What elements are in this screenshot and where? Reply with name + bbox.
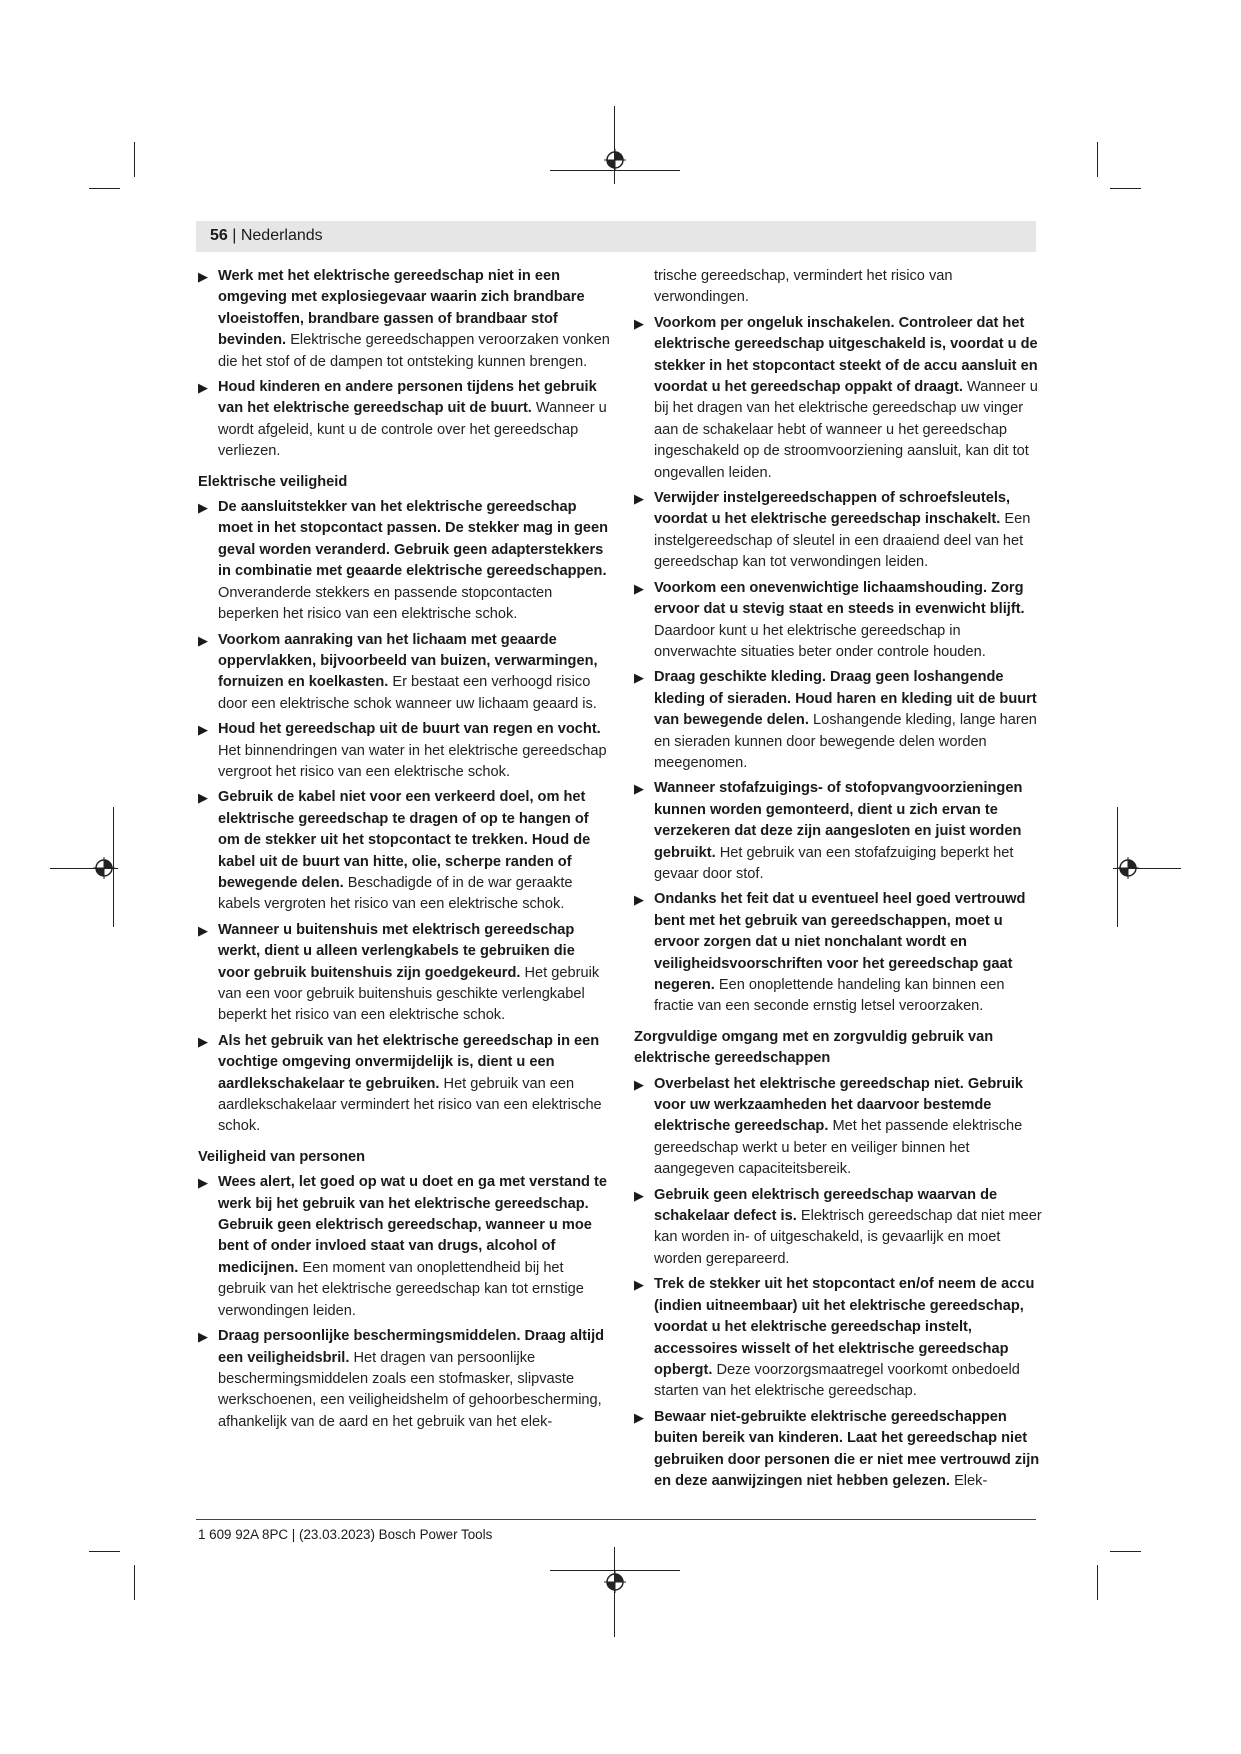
registration-mark-icon [604, 1571, 626, 1593]
safety-instruction [634, 313, 1046, 484]
continued-paragraph [634, 266, 1046, 309]
triangle-bullet-icon: ▶ [634, 491, 644, 507]
safety-instruction [198, 1031, 610, 1138]
instruction-bold: Voorkom per ongeluk inschakelen. Controleer dat het elektrische gereedschap uitgeschakeld is, voordat u de stekker in het stopcontact steekt of de accu aansluit en voordat u het gereedschap oppakt of draagt. [654, 314, 1038, 396]
instruction-bold: Als het gebruik van het elektrische gereedschap in een vochtige omgeving onvermijdelijk is, dient u een aardlekschakelaar te gebruiken. [218, 1032, 600, 1092]
instruction-bold: Gebruik geen elektrisch gereedschap waarvan de schakelaar defect is. [654, 1186, 998, 1225]
instruction-text: Daardoor kunt u het elektrische gereedschap in onverwachte situaties beter onder controle houden. [654, 622, 986, 660]
right-column [634, 266, 1046, 1496]
crop-mark [134, 1565, 135, 1600]
instruction-bold: Draag geschikte kleding. Draag geen loshangende kleding of sieraden. Houd haren en kleding uit de buurt van bewegende delen. [654, 669, 1037, 729]
triangle-bullet-icon: ▶ [634, 1076, 644, 1092]
page-footer: 1 609 92A 8PC | (23.03.2023) Bosch Power Tools [198, 1527, 493, 1542]
instruction-text: Elektrisch gereedschap dat niet meer kan worden in- of uitgeschakeld, is gevaarlijk en moet worden gerepareerd. [654, 1208, 1042, 1267]
footer-divider [196, 1519, 1036, 1520]
instruction-bold: Voorkom een onevenwichtige lichaamshouding. Zorg ervoor dat u stevig staat en steeds in evenwicht blijft. [654, 579, 1025, 618]
safety-instruction [198, 920, 610, 1027]
triangle-bullet-icon: ▶ [198, 632, 208, 648]
instruction-text: Het gebruik van een aardlekschakelaar vermindert het risico van een elektrische schok. [218, 1075, 602, 1135]
triangle-bullet-icon: ▶ [634, 781, 644, 797]
instruction-text: Er bestaat een verhoogd risico door een elektrische schok wanneer uw lichaam geaard is. [218, 674, 597, 712]
safety-instruction [198, 1326, 610, 1433]
instruction-bold: Wanneer u buitenshuis met elektrisch gereedschap werkt, dient u alleen verlengkabels te gebruiken die voor gebruik buitenshuis zijn goedgekeurd. [218, 921, 575, 981]
page-number: 56 [210, 227, 228, 244]
instruction-text: Onveranderde stekkers en passende stopcontacten beperken het risico van een elektrische schok. [218, 584, 553, 623]
crop-mark [1097, 142, 1098, 177]
triangle-bullet-icon: ▶ [198, 922, 208, 938]
triangle-bullet-icon: ▶ [634, 892, 644, 908]
triangle-bullet-icon: ▶ [198, 722, 208, 738]
instruction-text: Met het passende elektrische gereedschap werkt u beter en veiliger binnen het aangegeven capaciteitsbereik. [654, 1118, 1023, 1178]
safety-instruction [634, 1407, 1046, 1493]
section-heading: Elektrische veiligheid [198, 473, 348, 490]
safety-instruction [634, 667, 1046, 774]
crop-mark [1097, 1565, 1098, 1600]
instruction-text: Een moment van onoplettendheid bij het gebruik van het elektrische gereedschap kan tot ernstige verwondingen leiden. [218, 1259, 584, 1319]
safety-instruction [634, 1185, 1046, 1271]
safety-instruction [198, 719, 610, 783]
crop-mark [89, 1551, 120, 1552]
safety-instruction [198, 266, 610, 373]
triangle-bullet-icon: ▶ [634, 670, 644, 686]
instruction-text: Het gebruik van een voor gebruik buitenshuis geschikte verlengkabel beperkt het risico van een elektrische schok. [218, 964, 600, 1024]
instruction-bold: Ondanks het feit dat u eventueel heel goed vertrouwd bent met het gebruik van gereedschappen, moet u ervoor zorgen dat u niet nonchalant wordt en veiligheidsvoorschriften voor het gereedschap gaat negeren. [654, 891, 1026, 993]
crop-mark [89, 188, 120, 189]
instruction-bold: Wanneer stofafzuigings- of stofopvangvoorzieningen kunnen worden gemonteerd, dient u zich ervan te verzekeren dat deze zijn aangesloten en juist worden gebruikt. [654, 780, 1023, 861]
crop-mark [1110, 188, 1141, 189]
safety-instruction [198, 377, 610, 463]
instruction-text: Wanneer u bij het dragen van het elektrische gereedschap uw vinger aan de schakelaar hebt of wanneer u het gereedschap ingeschakeld op de stroomvoorziening aansluit, kan dit tot ongevallen leiden. [654, 379, 1038, 481]
registration-line [614, 106, 615, 184]
triangle-bullet-icon: ▶ [198, 380, 208, 396]
instruction-text: Deze voorzorgsmaatregel voorkomt onbedoeld starten van het elektrische gereedschap. [654, 1361, 1020, 1400]
safety-instruction [198, 1172, 610, 1322]
safety-instruction [634, 488, 1046, 574]
instruction-text: Een instelgereedschap of sleutel in een draaiend deel van het gereedschap kan tot verwondingen leiden. [654, 511, 1031, 571]
instruction-text: Een onoplettende handeling kan binnen een fractie van een seconde ernstig letsel veroorzaken. [654, 977, 1005, 1015]
instruction-text: Het dragen van persoonlijke beschermingsmiddelen zoals een stofmasker, slipvaste werkschoenen, een veiligheidshelm of gehoorbescherming, afhankelijk van de aard en het gebruik van het elek- [218, 1349, 602, 1430]
safety-instruction [634, 1074, 1046, 1181]
section-heading: Zorgvuldige omgang met en zorgvuldig gebruik van elektrische gereedschappen [634, 1028, 994, 1067]
crop-mark [1110, 1551, 1141, 1552]
instruction-bold: Houd kinderen en andere personen tijdens het gebruik van het elektrische gereedschap uit de buurt. [218, 379, 597, 417]
triangle-bullet-icon: ▶ [634, 580, 644, 596]
instruction-text: Wanneer u wordt afgeleid, kunt u de controle over het gereedschap verliezen. [218, 400, 607, 460]
triangle-bullet-icon: ▶ [634, 1187, 644, 1203]
left-column [198, 266, 610, 1437]
instruction-bold: Houd het gereedschap uit de buurt van regen en vocht. [218, 721, 601, 738]
instruction-bold: Verwijder instelgereedschappen of schroefsleutels, voordat u het elektrische gereedschap inschakelt. [654, 490, 1011, 528]
triangle-bullet-icon: ▶ [198, 790, 208, 806]
instruction-text: Elektrische gereedschappen veroorzaken vonken die het stof of de dampen tot ontsteking kunnen brengen. [218, 332, 610, 370]
safety-instruction [198, 630, 610, 716]
safety-instruction [634, 889, 1046, 1017]
instruction-bold: Voorkom aanraking van het lichaam met geaarde oppervlakken, bijvoorbeeld van buizen, verwarmingen, fornuizen en koelkasten. [218, 631, 598, 691]
safety-instruction [198, 787, 610, 915]
instruction-bold: Gebruik de kabel niet voor een verkeerd doel, om het elektrische gereedschap te dragen of op te hangen of om de stekker uit het stopcontact te trekken. Houd de kabel uit de buurt van hitte, olie, scherpe randen of bewegende delen. [218, 789, 591, 891]
registration-mark-icon [93, 857, 115, 879]
safety-instruction [198, 497, 610, 625]
safety-instruction [634, 778, 1046, 885]
triangle-bullet-icon: ▶ [198, 1175, 208, 1191]
instruction-bold: Trek de stekker uit het stopcontact en/of neem de accu (indien uitneembaar) uit het elektrische gereedschap, voordat u het elektrische gereedschap instelt, accessoires wisselt of het elektrische gereedschap opbergt. [654, 1276, 1035, 1378]
instruction-text: Elek- [954, 1472, 988, 1489]
instruction-bold: De aansluitstekker van het elektrische gereedschap moet in het stopcontact passen. De stekker mag in geen geval worden veranderd. Gebruik geen adapterstekkers in combinatie met geaarde elektrische gereedschappen. [218, 499, 609, 580]
triangle-bullet-icon: ▶ [634, 1277, 644, 1293]
section-heading: Veiligheid van personen [198, 1148, 366, 1165]
safety-instruction [634, 1274, 1046, 1402]
paragraph-text: trische gereedschap, vermindert het risico van verwondingen. [654, 268, 953, 306]
triangle-bullet-icon: ▶ [198, 1033, 208, 1049]
triangle-bullet-icon: ▶ [634, 315, 644, 331]
registration-mark-icon [604, 149, 626, 171]
instruction-bold: Bewaar niet-gebruikte elektrische gereedschappen buiten bereik van kinderen. Laat het gereedschap niet gebruiken door personen die er niet mee vertrouwd zijn en deze aanwijzingen niet hebben gelezen. [654, 1408, 1040, 1489]
header-language: Nederlands [240, 227, 323, 244]
instruction-text: Het gebruik van een stofafzuiging beperkt het gevaar door stof. [654, 844, 1014, 882]
triangle-bullet-icon: ▶ [634, 1409, 644, 1425]
instruction-bold: Wees alert, let goed op wat u doet en ga met verstand te werk bij het gebruik van het elektrische gereedschap. Gebruik geen elektrisch gereedschap, wanneer u moe bent of onder invloed staat van drugs, alcohol of medicijnen. [218, 1174, 607, 1276]
header-separator: | [227, 227, 241, 244]
safety-instruction [634, 578, 1046, 664]
crop-mark [134, 142, 135, 177]
triangle-bullet-icon: ▶ [198, 500, 208, 516]
instruction-text: Beschadigde of in de war geraakte kabels vergroten het risico van een elektrische schok. [218, 874, 573, 913]
registration-mark-icon [1117, 857, 1139, 879]
instruction-bold: Overbelast het elektrische gereedschap niet. Gebruik voor uw werkzaamheden het daarvoor bestemde elektrische gereedschap. [654, 1075, 1024, 1135]
page-header [210, 227, 323, 245]
instruction-bold: Werk met het elektrische gereedschap niet in een omgeving met explosiegevaar waarin zich brandbare vloeistoffen, brandbare gassen of brandbaar stof bevinden. [218, 268, 585, 349]
triangle-bullet-icon: ▶ [198, 269, 208, 284]
triangle-bullet-icon: ▶ [198, 1329, 208, 1345]
instruction-text: Het binnendringen van water in het elektrische gereedschap vergroot het risico van een elektrische schok. [218, 742, 607, 780]
instruction-text: Loshangende kleding, lange haren en sieraden kunnen door bewegende delen worden meegenomen. [654, 712, 1037, 771]
instruction-bold: Draag persoonlijke beschermingsmiddelen. Draag altijd een veiligheidsbril. [218, 1328, 605, 1366]
